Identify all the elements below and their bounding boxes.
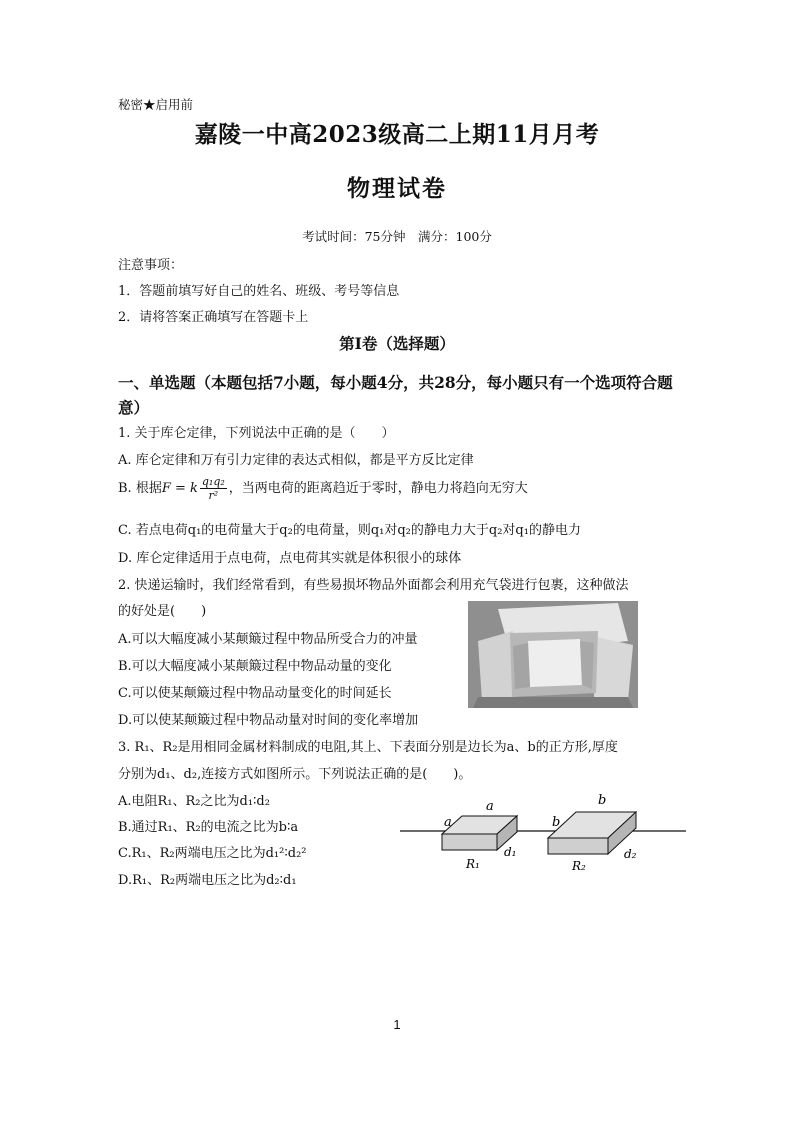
exam-info: 考试时间：75分钟 满分：100分	[302, 229, 492, 244]
note-item: 2．请将答案正确填写在答题卡上	[118, 310, 309, 325]
label-r1: R₁	[466, 857, 480, 871]
formula-fraction	[200, 476, 227, 501]
formula-numerator: q₁q₂	[201, 475, 225, 488]
note-item: 1．答题前填写好自己的姓名、班级、考号等信息	[118, 284, 400, 299]
q1-option-b	[118, 476, 528, 501]
q1-option-d: D. 库仑定律适用于点电荷，点电荷其实就是体积很小的球体	[118, 551, 462, 566]
label-d1: d₁	[504, 845, 517, 859]
resistor-diagram	[398, 790, 688, 880]
q3-option-a: A.电阻R₁、R₂之比为d₁∶d₂	[118, 794, 270, 809]
q2-stem: 2. 快递运输时，我们经常看到，有些易损坏物品外面都会利用充气袋进行包裹，这种做法	[118, 578, 629, 593]
section-title-cont: 意）	[118, 398, 150, 417]
label-d2: d₂	[624, 847, 637, 861]
q2-option-c: C.可以使某颠簸过程中物品动量变化的时间延长	[118, 686, 392, 701]
subject-title: 物理试卷	[347, 175, 447, 202]
q1-option-a: A. 库仑定律和万有引力定律的表达式相似，都是平方反比定律	[118, 453, 474, 468]
q1-option-c: C. 若点电荷q₁的电荷量大于q₂的电荷量，则q₁对q₂的静电力大于q₂对q₁的静电力	[118, 523, 581, 538]
label-a-top: a	[486, 799, 494, 814]
page-number: 1	[393, 1017, 401, 1032]
q2-option-a: A.可以大幅度减小某颠簸过程中物品所受合力的冲量	[118, 632, 418, 647]
formula-lhs: F = k	[161, 481, 198, 496]
section-title: 一、单选题（本题包括7小题，每小题4分，共28分，每小题只有一个选项符合题	[118, 373, 673, 392]
label-r2: R₂	[572, 859, 586, 873]
part1-heading: 第Ⅰ卷（选择题）	[339, 334, 455, 353]
q3-stem: 3. R₁、R₂是用相同金属材料制成的电阻,其上、下表面分别是边长为a、b的正方形,厚度	[118, 740, 618, 755]
q2-option-d: D.可以使某颠簸过程中物品动量对时间的变化率增加	[118, 713, 419, 728]
secret-label: 秘密★启用前	[118, 97, 194, 112]
packaging-photo	[468, 601, 638, 708]
exam-title: 嘉陵一中高2023级高二上期11月月考	[194, 121, 600, 148]
q3-option-d: D.R₁、R₂两端电压之比为d₂∶d₁	[118, 873, 297, 888]
label-b-top: b	[598, 793, 607, 808]
q2-option-b: B.可以大幅度减小某颠簸过程中物品动量的变化	[118, 659, 392, 674]
q1-option-b-suffix: ，当两电荷的距离趋近于零时，静电力将趋向无穷大	[228, 481, 528, 496]
q3-option-c: C.R₁、R₂两端电压之比为d₁²∶d₂²	[118, 846, 307, 861]
q1-stem: 1. 关于库仑定律，下列说法中正确的是（ ）	[118, 426, 395, 441]
q3-option-b: B.通过R₁、R₂的电流之比为b∶a	[118, 820, 299, 835]
q3-stem-cont: 分别为d₁、d₂,连接方式如图所示。下列说法正确的是( )。	[118, 767, 472, 782]
formula-denominator: r²	[208, 489, 219, 502]
label-b-side: b	[552, 815, 561, 830]
q2-stem-cont: 的好处是( )	[118, 604, 207, 619]
notes-heading: 注意事项：	[118, 258, 184, 273]
q1-option-b-prefix: B. 根据	[118, 481, 162, 496]
resistor-r2	[548, 812, 636, 854]
label-a-side: a	[444, 815, 452, 830]
